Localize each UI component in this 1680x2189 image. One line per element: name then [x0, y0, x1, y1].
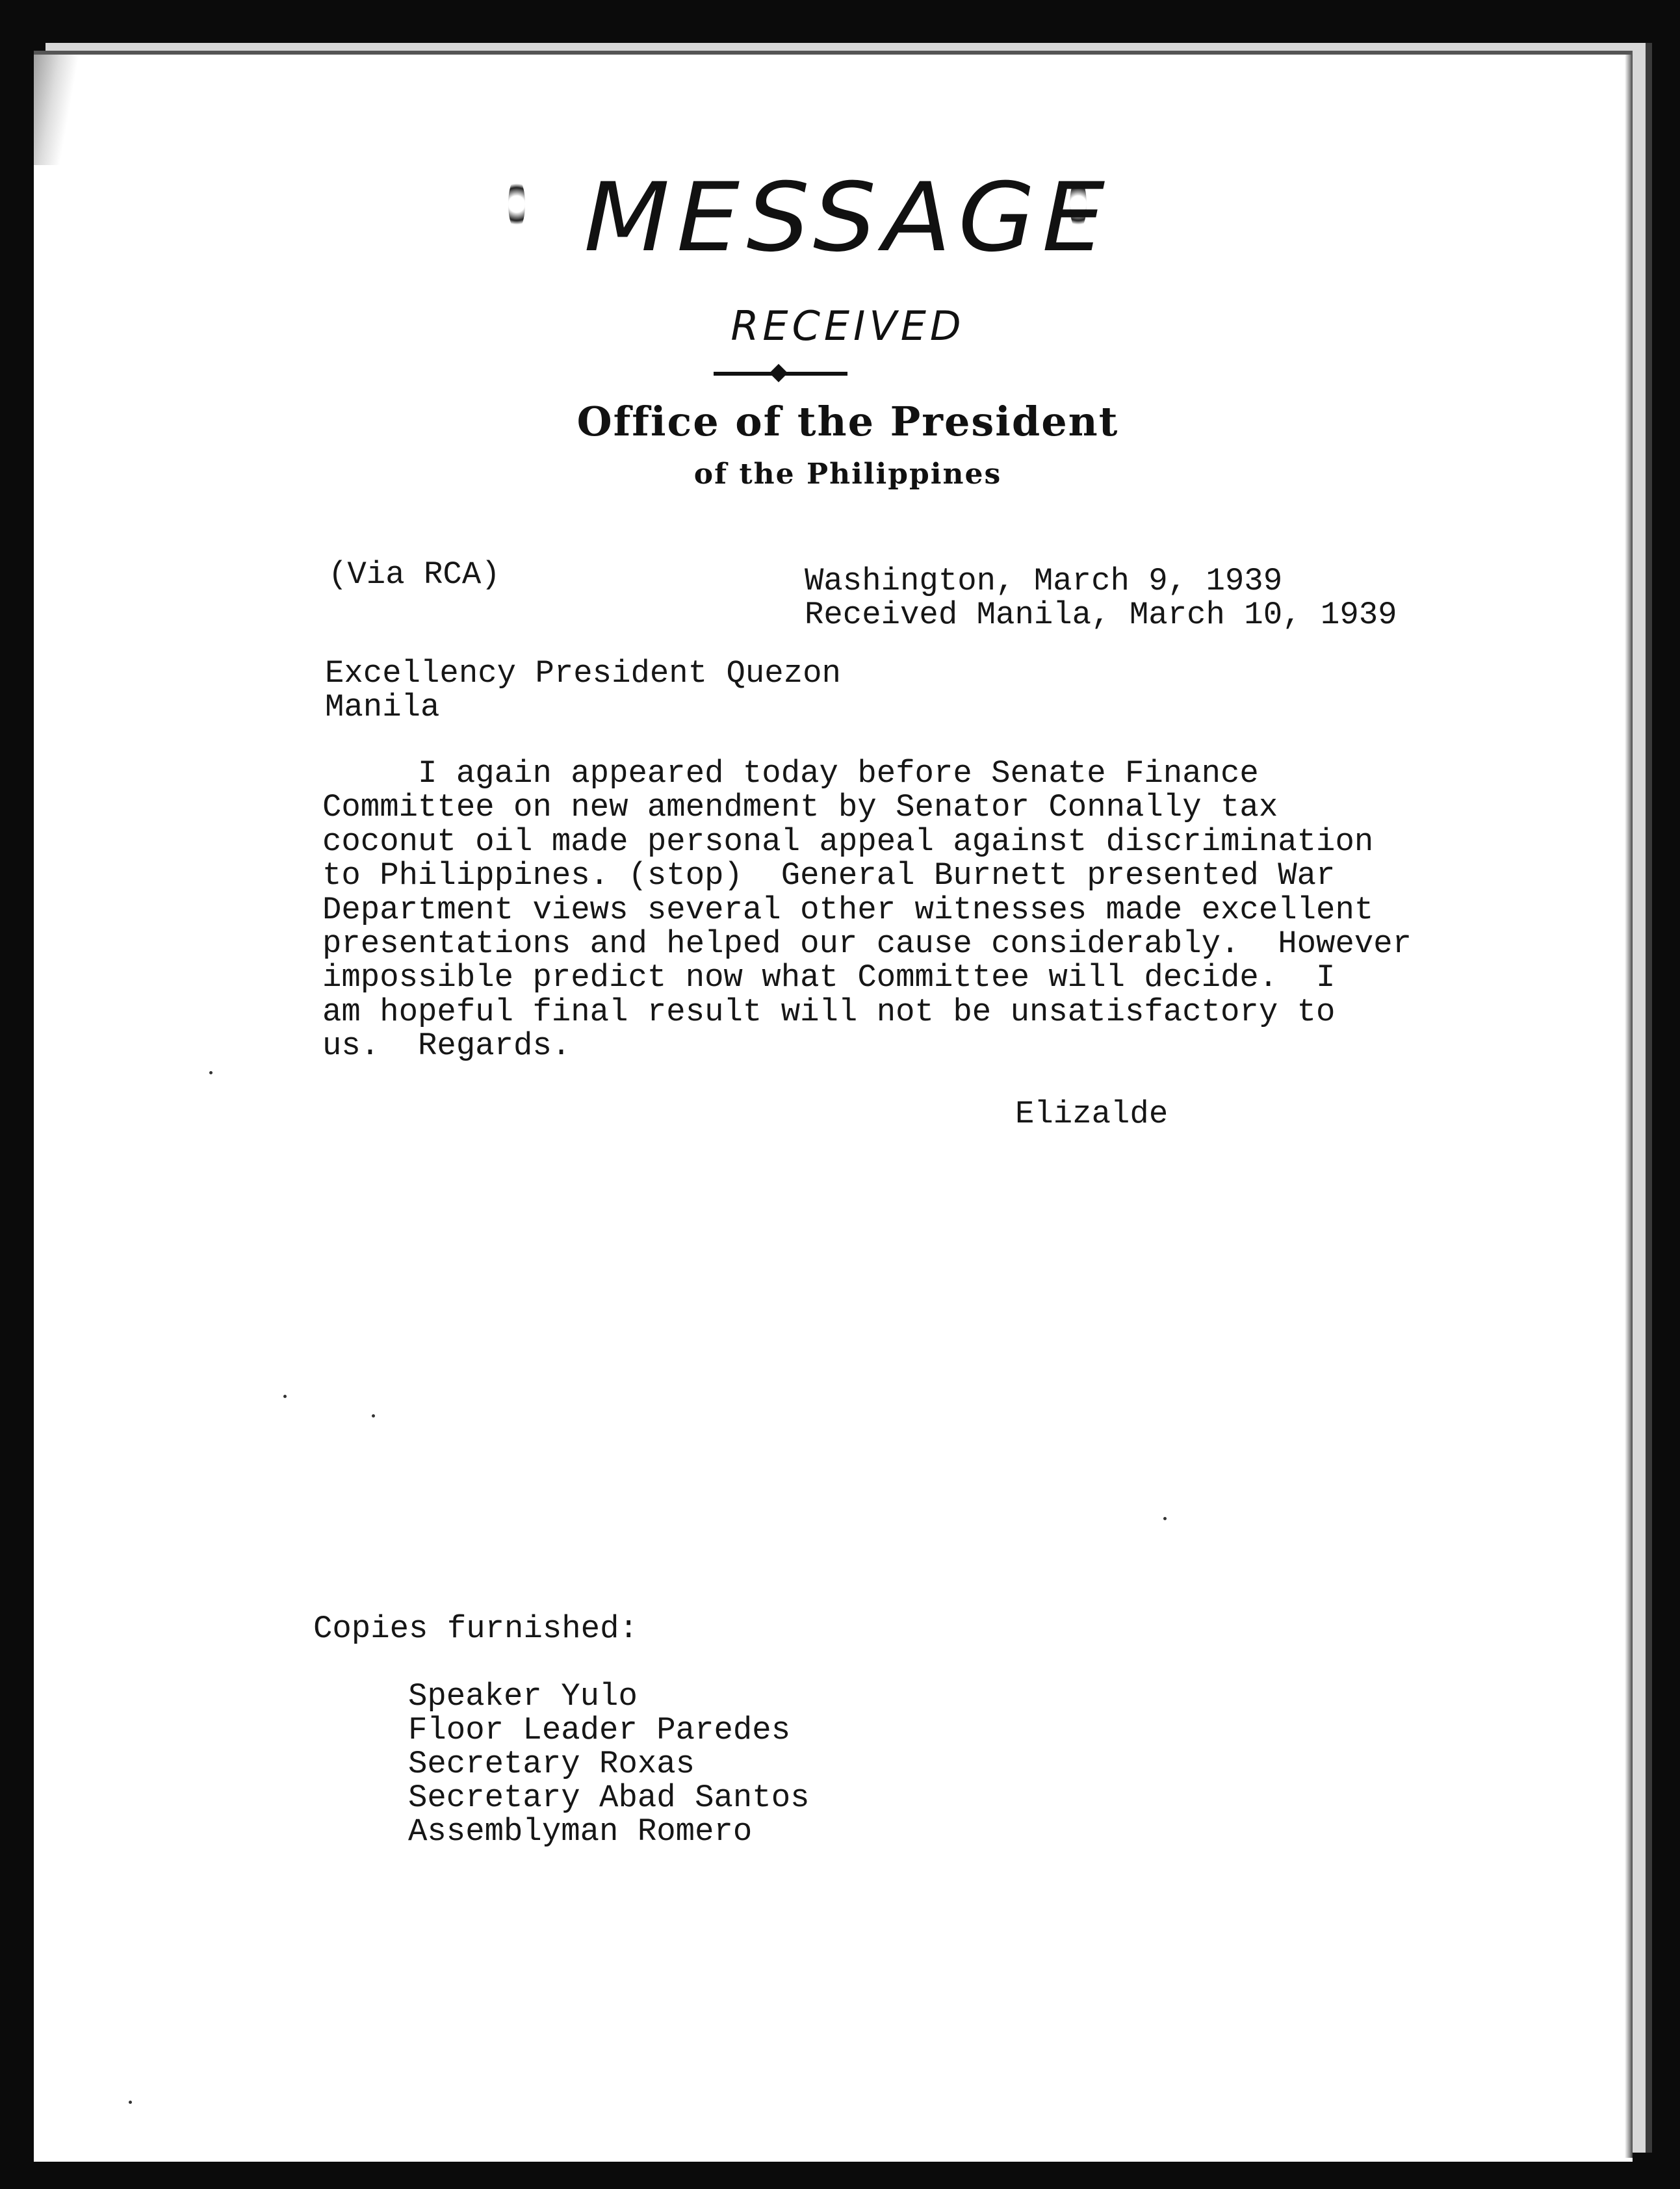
sent-dateline: Washington, March 9, 1939 — [805, 563, 1283, 599]
list-item: Floor Leader Paredes — [408, 1712, 791, 1748]
paper-speck — [129, 2101, 132, 2104]
paper-speck — [1163, 1517, 1167, 1520]
edge-stain — [34, 55, 79, 165]
transmission-via: (Via RCA) — [328, 556, 500, 593]
copies-list — [408, 1679, 810, 1848]
office-country: of the Philippines — [693, 458, 1002, 491]
signature: Elizalde — [1015, 1096, 1169, 1132]
list-item: Assemblyman Romero — [408, 1813, 753, 1850]
sheet-edge-shadow — [1625, 55, 1633, 2158]
list-item: Secretary Roxas — [408, 1746, 695, 1782]
copies-heading: Copies furnished: — [313, 1611, 638, 1647]
paper-speck — [209, 1071, 213, 1074]
addressee: Excellency President Quezon — [325, 655, 841, 692]
paper-speck — [372, 1414, 375, 1418]
list-item: Speaker Yulo — [408, 1678, 638, 1715]
office-name: Office of the President — [576, 398, 1119, 445]
message-body: I again appeared today before Senate Finance Committee on new amendment by Senator Connally tax coconut oil made personal appeal against discrimination to Philippines. (stop) General Burnett presented War Department views several other witnesses made excellent presentations and helped our cause considerably. However impossible predict now what Committee will decide. I am hopeful final result will not be unsatisfactory to us. Regards. — [322, 755, 1412, 1065]
paper-speck — [283, 1395, 287, 1398]
list-item: Secretary Abad Santos — [408, 1780, 810, 1816]
received-dateline: Received Manila, March 10, 1939 — [805, 597, 1397, 633]
message-sheet — [34, 51, 1633, 2162]
masthead-subtitle: RECEIVED — [730, 302, 965, 350]
addressee-location: Manila — [325, 689, 440, 725]
masthead-title: MESSAGE — [584, 162, 1112, 273]
